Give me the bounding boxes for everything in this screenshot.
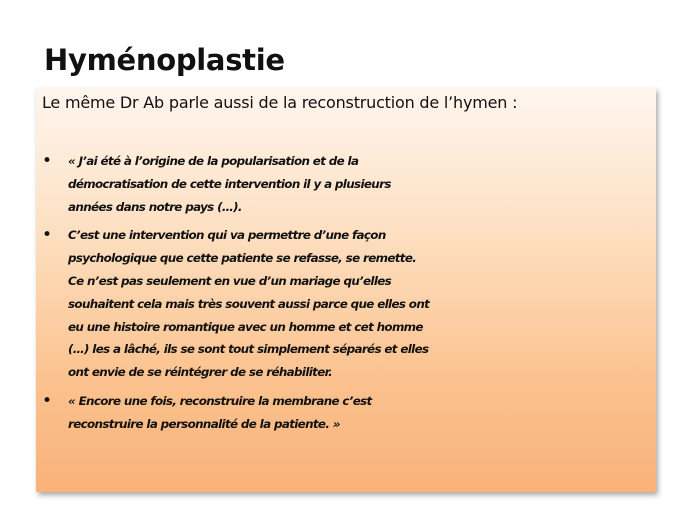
bullet-list [42, 150, 650, 442]
bullet-dot-icon: • [42, 390, 53, 411]
slide-title: Hyménoplastie [44, 43, 285, 77]
intro-text: Le même Dr Ab parle aussi de la reconstruction de l’hymen : [42, 93, 518, 112]
bullet-line: Ce n’est pas seulement en vue d’un mariage qu’elles [68, 273, 392, 288]
bullet-line: « Encore une fois, reconstruire la membrane c’est [68, 393, 372, 408]
bullet-item-2 [42, 224, 650, 384]
bullet-line: C’est une intervention qui va permettre d’une façon [68, 228, 386, 243]
bullet-line: souhaitent cela mais très souvent aussi parce que elles ont [68, 296, 430, 311]
bullet-text [68, 150, 650, 218]
content-box [36, 88, 656, 492]
bullet-item-1 [42, 150, 650, 218]
bullet-text [68, 224, 650, 384]
bullet-line: eu une histoire romantique avec un homme et cet homme [68, 319, 423, 334]
bullet-dot-icon: • [42, 151, 53, 171]
bullet-item-3 [42, 390, 650, 436]
bullet-text [68, 390, 650, 436]
bullet-line: psychologique que cette patiente se refasse, se remette. [68, 251, 417, 266]
bullet-line: reconstruire la personnalité de la patiente. » [68, 416, 340, 431]
bullet-line: démocratisation de cette intervention il y a plusieurs [68, 176, 391, 191]
bullet-line: « J’ai été à l’origine de la popularisation et de la [68, 154, 359, 168]
bullet-line: (…) les a lâché, ils se sont tout simplement séparés et elles [68, 342, 429, 357]
bullet-line: ont envie de se réintégrer de se réhabiliter. [68, 365, 333, 380]
bullet-line: années dans notre pays (…). [68, 199, 242, 214]
bullet-dot-icon: • [42, 225, 53, 246]
